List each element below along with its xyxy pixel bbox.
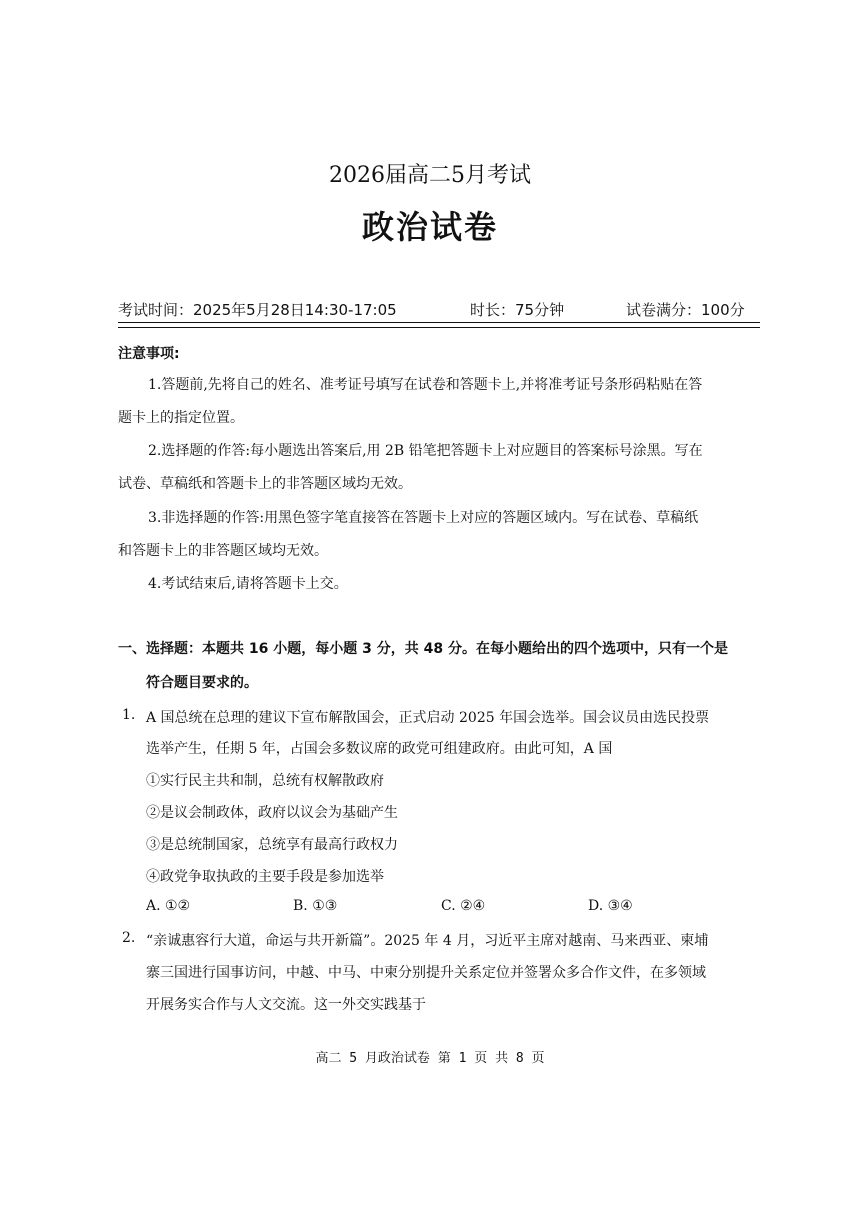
question-stem: 寨三国进行国事访问，中越、中马、中柬分别提升关系定位并签署众多合作文件，在多领域: [146, 965, 706, 981]
option-c: C. ②④: [441, 898, 486, 914]
question-stem: 选举产生，任期 5 年，占国会多数议席的政党可组建政府。由此可知，A 国: [146, 741, 613, 757]
exam-title: 政治试卷: [361, 208, 498, 246]
statement: ②是议会制政体，政府以议会为基础产生: [146, 805, 398, 821]
statement: ③是总统制国家，总统享有最高行政权力: [146, 837, 398, 853]
note-line: 1.答题前,先将自己的姓名、准考证号填写在试卷和答题卡上,并将准考证号条形码粘贴在答: [148, 377, 703, 393]
option-d: D. ③④: [588, 898, 633, 914]
note-line: 题卡上的指定位置。: [118, 410, 244, 426]
note-line: 2.选择题的作答:每小题选出答案后,用 2B 铅笔把答题卡上对应题目的答案标号涂黑。写在: [148, 443, 703, 459]
page-footer: 高二 5 月政治试卷 第 1 页 共 8 页: [315, 1051, 545, 1066]
notes-heading: 注意事项:: [118, 346, 180, 362]
header-rule-bottom: [118, 327, 760, 328]
statement: ①实行民主共和制，总统有权解散政府: [146, 773, 384, 789]
exam-subtitle: 2026届高二5月考试: [329, 163, 531, 188]
note-line: 和答题卡上的非答题区域均无效。: [118, 543, 328, 559]
note-line: 试卷、草稿纸和答题卡上的非答题区域均无效。: [118, 476, 412, 492]
header-rule-top: [118, 322, 760, 323]
exam-time: 考试时间：2025年5月28日14:30-17:05: [118, 301, 397, 319]
exam-full-score: 试卷满分：100分: [626, 301, 745, 319]
section-one-instructions-cont: 符合题目要求的。: [146, 675, 258, 691]
question-stem: 开展务实合作与人文交流。这一外交实践基于: [146, 997, 426, 1013]
question-stem: “亲诚惠容行大道，命运与共开新篇”。2025 年 4 月，习近平主席对越南、马来西亚、柬埔: [146, 933, 709, 949]
option-b: B. ①③: [293, 898, 338, 914]
statement: ④政党争取执政的主要手段是参加选举: [146, 869, 384, 885]
exam-duration: 时长：75分钟: [470, 301, 565, 319]
question-number: 2.: [122, 930, 136, 946]
question-number: 1.: [122, 707, 136, 723]
option-a: A. ①②: [146, 898, 191, 914]
note-line: 4.考试结束后,请将答题卡上交。: [148, 576, 348, 592]
note-line: 3.非选择题的作答:用黑色签字笔直接答在答题卡上对应的答题区域内。写在试卷、草稿纸: [148, 510, 699, 526]
section-one-instructions: 一、选择题：本题共 16 小题，每小题 3 分，共 48 分。在每小题给出的四个选项中，只有一个是: [118, 641, 728, 657]
question-stem: A 国总统在总理的建议下宣布解散国会，正式启动 2025 年国会选举。国会议员由选民投票: [146, 710, 710, 726]
